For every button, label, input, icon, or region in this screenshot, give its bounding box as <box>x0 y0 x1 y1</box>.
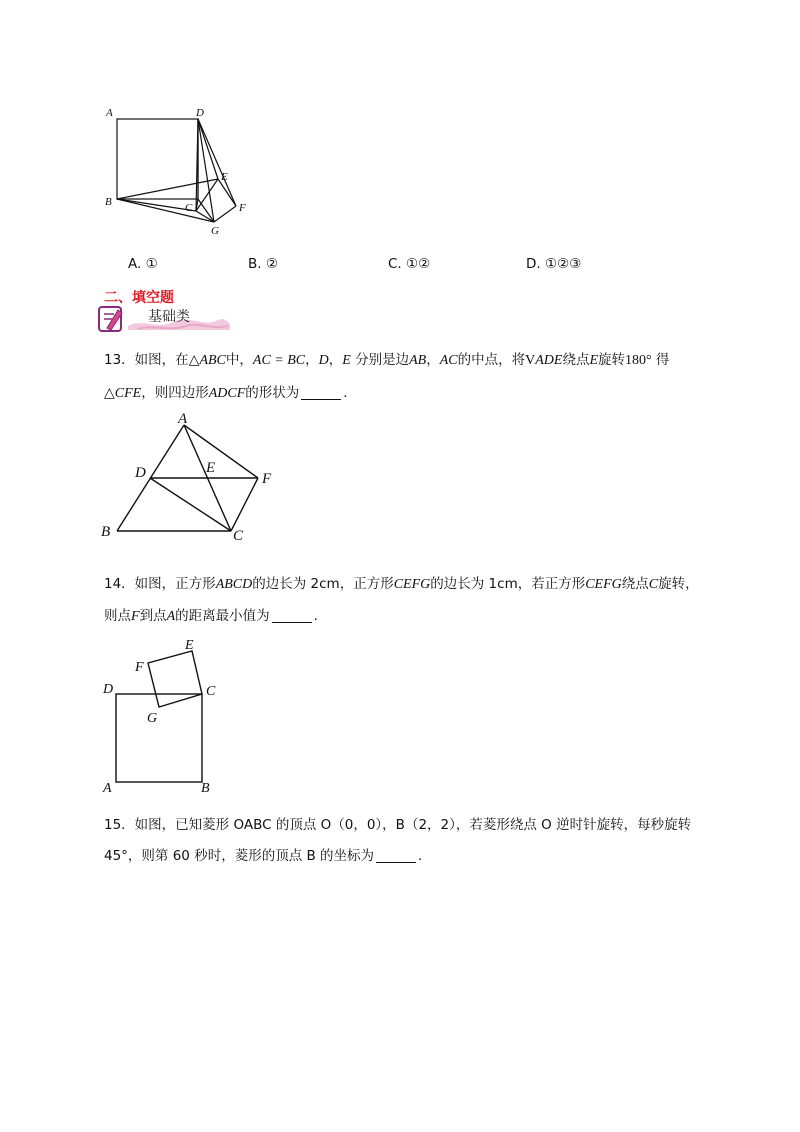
q13-text: ， <box>305 352 319 368</box>
option-b[interactable] <box>248 256 278 272</box>
q13-triangle-cfe: △CFE <box>104 386 142 401</box>
question-15-line-1: 15．如图，已知菱形 OABC 的顶点 O（0，0），B（2，2），若菱形绕点 O 逆时针旋转，每秒旋转 <box>104 817 692 833</box>
figure-triangle-parallelogram <box>95 410 285 545</box>
q14-number: 14．如图，正方形 <box>104 576 216 592</box>
fig2-label-d: D <box>135 465 146 481</box>
q14-text: 的距离最小值为 <box>175 608 270 624</box>
fig3-label-g: G <box>147 711 158 726</box>
q13-text: ， <box>328 352 343 368</box>
option-d[interactable] <box>526 256 581 272</box>
q13-text: 分别是边 <box>350 352 410 368</box>
q14-point-a: A <box>166 609 176 624</box>
q13-text: 的形状为 <box>245 385 300 401</box>
q15-text: 45°，则第 60 秒时，菱形的顶点 B 的坐标为 <box>104 848 375 864</box>
fig1-label-f: F <box>239 202 246 214</box>
q13-side-ac: AC <box>439 353 458 368</box>
q14-text: . <box>313 608 318 624</box>
q13-text: 得 <box>651 352 670 368</box>
fig1-label-g: G <box>211 225 219 237</box>
question-13-line-1 <box>104 350 669 371</box>
q14-answer-blank[interactable] <box>272 608 312 623</box>
q14-text: 旋转， <box>658 576 699 592</box>
option-b-letter: B. <box>248 256 262 272</box>
option-c-letter: C. <box>388 256 402 272</box>
q13-number: 13．如图，在 <box>104 352 189 368</box>
option-b-text: ② <box>265 256 278 272</box>
q14-text: 的边长为 1cm，若正方形 <box>430 576 586 592</box>
option-a-text: ① <box>145 256 158 272</box>
fig1-label-d: D <box>196 107 204 119</box>
fig2-label-a: A <box>178 411 188 427</box>
figure-square-rotation <box>100 100 260 240</box>
q13-text: 旋转 <box>598 352 626 368</box>
q13-triangle-ade: ADE <box>535 353 563 368</box>
q14-text: 的边长为 2cm，正方形 <box>252 576 394 592</box>
q14-point-c: C <box>648 577 659 592</box>
question-13-line-2 <box>104 383 348 404</box>
q13-triangle-symbol: V <box>525 353 536 368</box>
q14-text: 则点 <box>104 608 131 624</box>
q14-text: 到点 <box>139 608 167 624</box>
question-14-line-1 <box>104 574 699 595</box>
q15-answer-blank[interactable] <box>376 848 416 863</box>
question-15-line-2 <box>104 846 422 866</box>
fig1-label-a: A <box>106 107 113 119</box>
fig2-label-f: F <box>262 471 272 487</box>
q14-square-cefg: CEFG <box>585 577 622 592</box>
q13-side-ab: AB <box>409 353 427 368</box>
fig1-label-e: E <box>221 171 228 183</box>
figure-two-squares <box>95 635 225 800</box>
fig3-label-a: A <box>103 781 112 796</box>
fig1-label-b: B <box>105 196 112 208</box>
q13-text: 的中点，将 <box>457 352 526 368</box>
option-d-letter: D. <box>526 256 541 272</box>
q13-equation: AC = BC <box>252 353 306 368</box>
question-14-line-2 <box>104 606 318 627</box>
q13-text: . <box>343 385 348 401</box>
q13-point-d: D <box>318 353 329 368</box>
q13-text: 绕点 <box>562 352 590 368</box>
q13-point-e: E <box>342 353 351 368</box>
option-c-text: ①② <box>406 256 431 272</box>
fig3-label-b: B <box>201 781 210 796</box>
q13-answer-blank[interactable] <box>301 385 341 400</box>
q13-quadrilateral-adcf: ADCF <box>208 386 246 401</box>
fig1-label-c: C <box>185 202 193 214</box>
section-subtitle: 基础类 <box>148 309 190 325</box>
q13-text: ， <box>426 352 440 368</box>
fig3-label-d: D <box>103 682 114 697</box>
q14-square-cefg: CEFG <box>393 577 431 592</box>
option-a[interactable] <box>128 256 158 272</box>
fig2-label-c: C <box>233 528 244 544</box>
fig3-label-c: C <box>206 684 216 699</box>
q13-angle: 180° <box>625 353 652 368</box>
q13-text: 中， <box>225 352 253 368</box>
option-c[interactable] <box>388 256 430 272</box>
option-a-letter: A. <box>128 256 142 272</box>
q13-triangle-abc: △ABC <box>188 353 226 368</box>
section-title: 二、填空题 <box>104 290 174 306</box>
fig3-label-f: F <box>135 660 144 675</box>
fig2-label-b: B <box>101 524 111 540</box>
q14-point-f: F <box>131 609 140 624</box>
q13-text: ，则四边形 <box>141 385 209 401</box>
q13-point-e: E <box>589 353 599 368</box>
fig3-label-e: E <box>185 638 194 653</box>
q14-square-abcd: ABCD <box>215 577 253 592</box>
q15-text: . <box>418 848 423 864</box>
q14-text: 绕点 <box>621 576 649 592</box>
option-d-text: ①②③ <box>544 256 582 272</box>
fig2-label-e: E <box>206 460 216 476</box>
